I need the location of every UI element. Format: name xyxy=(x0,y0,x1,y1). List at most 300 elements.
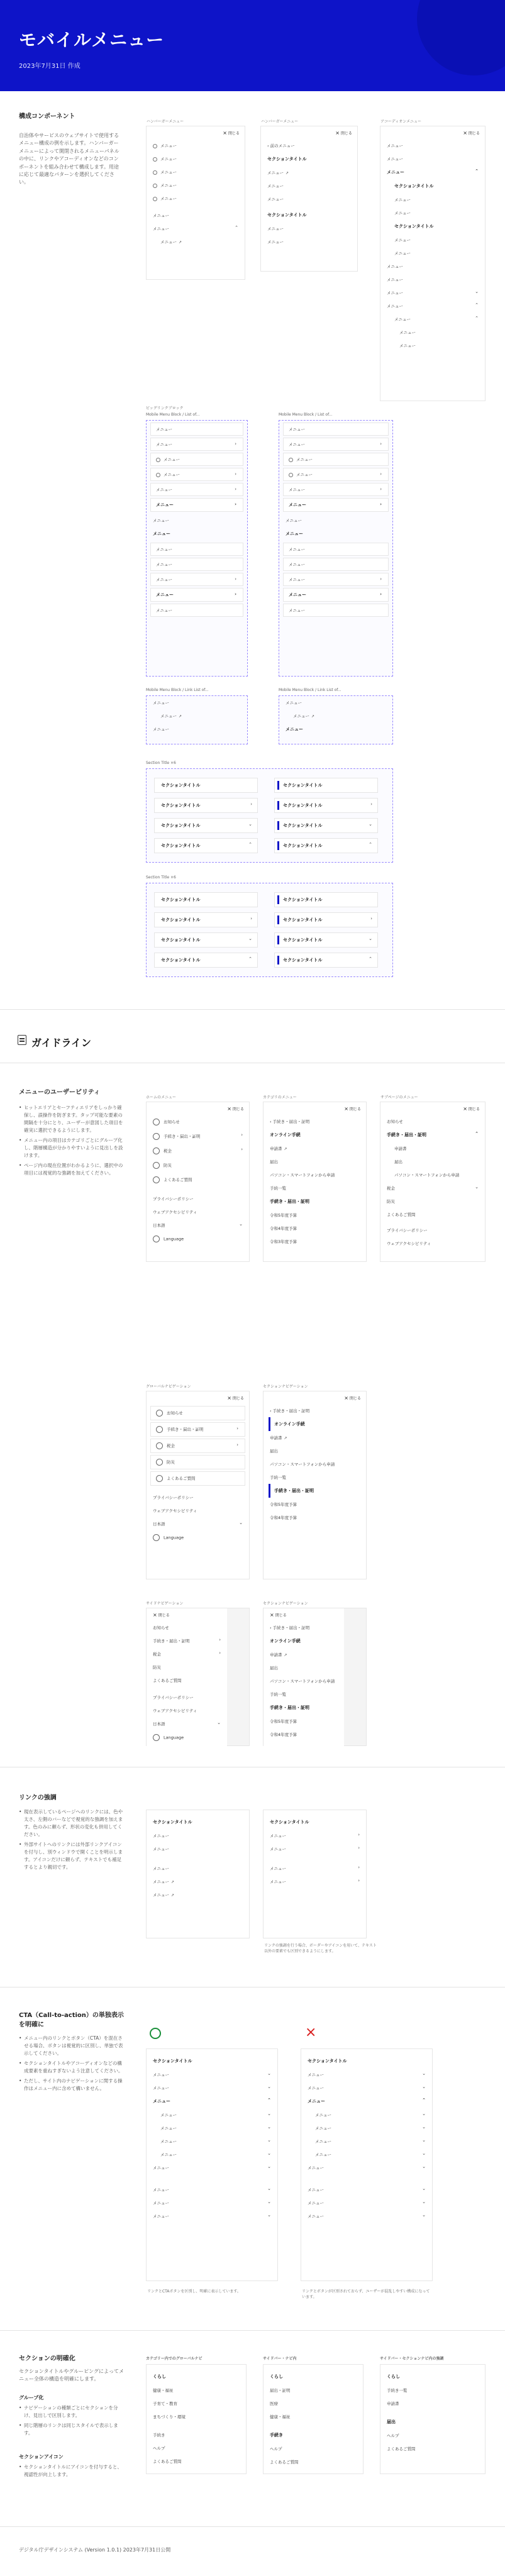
close-icon[interactable]: × xyxy=(344,1105,348,1112)
menu-item[interactable]: メニュー xyxy=(387,143,403,148)
menu-item[interactable]: メニュー xyxy=(286,518,302,523)
section-title-tile[interactable]: セクションタイトル › xyxy=(154,912,258,927)
chevron-right-icon: › xyxy=(219,1637,221,1642)
phone-frame xyxy=(146,2048,278,2281)
list-item: • ヒットエリアとセーフティエリアをしっかり確保し、誤操作を防ぎます。タップ可能な要素の間隔を十分にとり、ユーザーが意図した項目を確実に選択できるようにします。 xyxy=(19,1104,126,1134)
section-title-tile[interactable]: セクションタイトル › xyxy=(154,798,258,813)
menu-subitem[interactable]: メニュー ↗ xyxy=(293,714,315,719)
chevron-down-icon: ⌄ xyxy=(422,2071,426,2076)
close-icon[interactable]: × xyxy=(227,1395,231,1401)
menu-item[interactable]: 手続一覧 xyxy=(270,1186,286,1191)
accordion-item[interactable]: 手続き・届出・証明 ⌃ xyxy=(387,1131,479,1137)
menu-item[interactable]: 令和4年度予算 xyxy=(270,1226,297,1231)
back-link[interactable]: ‹ 手続き・届出・証明 xyxy=(270,1408,310,1413)
menu-subitem[interactable]: メニュー › xyxy=(283,468,389,481)
chevron-up-icon: ⌃ xyxy=(369,956,372,961)
menu-item[interactable]: メニュー xyxy=(153,700,169,705)
section-title: セクションタイトル xyxy=(153,1820,192,1825)
menu-item[interactable]: メニュー ⌄ xyxy=(387,289,479,296)
menu-item[interactable]: 手続一覧 xyxy=(270,1475,286,1480)
menu-item[interactable]: お知らせ xyxy=(147,1115,249,1129)
section-title-tile[interactable]: セクションタイトル xyxy=(154,778,258,793)
menu-item[interactable]: メニュー xyxy=(387,264,403,269)
phone-frame xyxy=(263,2364,363,2474)
menu-item[interactable]: 防災 xyxy=(147,1158,249,1173)
circle-icon xyxy=(156,458,160,462)
chevron-up-icon: ⌃ xyxy=(475,316,479,321)
menu-header xyxy=(380,1102,485,1115)
circle-icon xyxy=(289,458,293,462)
circle-icon xyxy=(153,144,157,148)
menu-item[interactable]: メニュー ⌄ xyxy=(308,2164,426,2170)
chevron-down-icon: ⌄ xyxy=(267,2186,271,2191)
chevron-down-icon: ⌄ xyxy=(422,2084,426,2089)
menu-item[interactable]: 手続き一覧 xyxy=(387,2388,408,2393)
menu-item[interactable]: 令和5年度予算 xyxy=(270,1719,297,1724)
back-link[interactable]: ‹ 手続き・届出・証明 xyxy=(270,1119,310,1124)
menu-block-dashed xyxy=(279,695,393,744)
menu-item[interactable]: パソコン・スマートフォンから申請 xyxy=(270,1462,335,1467)
section-title-tile[interactable]: セクションタイトル ⌃ xyxy=(274,838,378,853)
chevron-down-icon: ⌄ xyxy=(239,1222,243,1227)
menu-item[interactable]: メニュー ⌄ xyxy=(153,2199,271,2206)
menu-item[interactable]: ウェブアクセシビリティ xyxy=(153,1708,197,1713)
menu-item[interactable]: プライバシーポリシー xyxy=(153,1695,194,1700)
menu-subitem[interactable]: 届出 xyxy=(394,1159,402,1164)
section-title-tile[interactable]: セクションタイトル › xyxy=(274,798,378,813)
menu-item[interactable]: 日本語 ⌄ xyxy=(153,1720,221,1727)
menu-item[interactable]: 税金 › xyxy=(153,1650,221,1657)
cta-list xyxy=(19,2035,126,2095)
menu-item[interactable]: 届出・証明 xyxy=(270,2388,291,2393)
menu-item[interactable]: メニュー › xyxy=(150,483,243,496)
menu-item[interactable]: 届出 xyxy=(270,1159,278,1164)
menu-header xyxy=(264,1391,366,1404)
menu-subitem[interactable]: メニュー xyxy=(394,251,411,256)
menu-item[interactable]: メニュー › xyxy=(150,498,243,512)
menu-header xyxy=(261,126,357,139)
chevron-right-icon: › xyxy=(380,472,382,477)
menu-item[interactable]: メニュー xyxy=(150,604,243,617)
chevron-down-icon: ⌄ xyxy=(267,2164,271,2169)
close-icon[interactable]: × xyxy=(223,130,227,136)
back-link[interactable]: ‹ 前のメニュー xyxy=(267,143,295,148)
menu-item[interactable]: 令和3年度予算 xyxy=(270,1239,297,1244)
phone-frame xyxy=(380,126,486,401)
language-selector[interactable]: Language xyxy=(147,1530,249,1545)
caption: カテゴリのメニュー xyxy=(263,1095,297,1100)
menu-item[interactable]: メニュー ↗ xyxy=(153,1879,175,1884)
chevron-right-icon: › xyxy=(235,472,236,477)
chevron-right-icon: › xyxy=(235,441,236,446)
chevron-up-icon: ⌃ xyxy=(248,842,252,847)
chevron-down-icon: ⌄ xyxy=(422,2138,426,2143)
menu-item[interactable]: 手続き・届出・証明 › xyxy=(153,1637,221,1644)
menu-item[interactable]: ヘルプ xyxy=(387,2433,399,2438)
menu-subitem[interactable]: メニュー xyxy=(150,453,243,466)
phone-frame xyxy=(301,2048,433,2281)
close-icon[interactable]: × xyxy=(153,1611,157,1618)
section-title-tile[interactable]: セクションタイトル ⌃ xyxy=(274,953,378,968)
close-label[interactable]: 閉じる xyxy=(349,1107,361,1112)
external-link-icon: ↗ xyxy=(284,1147,287,1151)
section-title-tile[interactable]: セクションタイトル ⌄ xyxy=(154,818,258,833)
section-title: くらし xyxy=(270,2374,283,2379)
chevron-right-icon: › xyxy=(219,1650,221,1656)
menu-item[interactable]: メニュー xyxy=(267,184,284,189)
menu-item[interactable]: 令和5年度予算 xyxy=(270,1502,297,1507)
menu-item[interactable]: 手続一覧 xyxy=(270,1692,286,1697)
menu-item[interactable]: 手続き xyxy=(153,2433,165,2438)
menu-item[interactable]: メニュー xyxy=(153,1833,169,1838)
menu-item[interactable]: 税金 › xyxy=(150,1439,245,1453)
menu-item[interactable]: メニュー xyxy=(147,165,245,179)
menu-header xyxy=(147,1102,249,1115)
menu-item[interactable]: よくあるご質問 xyxy=(270,2460,299,2465)
menu-item[interactable]: メニュー ⌄ xyxy=(308,2186,426,2192)
chevron-right-icon: › xyxy=(380,441,382,446)
clarify-list xyxy=(19,2463,126,2481)
menu-item[interactable]: メニュー ⌃ xyxy=(153,225,238,231)
menu-item[interactable]: メニュー › xyxy=(283,588,389,602)
menu-item[interactable]: 届出 xyxy=(270,1666,278,1671)
section-title-tile[interactable]: セクションタイトル xyxy=(274,778,378,793)
menu-subitem[interactable]: メニュー xyxy=(283,558,389,571)
menu-item[interactable]: メニュー › xyxy=(283,438,389,451)
menu-subitem[interactable]: メニュー xyxy=(283,453,389,466)
menu-item[interactable]: メニュー xyxy=(286,727,303,732)
menu-subitem[interactable]: メニュー ⌄ xyxy=(160,2138,271,2144)
phone-frame xyxy=(380,2364,486,2474)
menu-item[interactable]: 健康・福祉 xyxy=(153,2388,174,2393)
chevron-right-icon: › xyxy=(358,1865,360,1870)
menu-item[interactable]: よくあるご質問 xyxy=(387,2446,416,2452)
list-item: • メニュー内の項目はカテゴリごとにグループ化し、階層構造が分かりやすいように見出しを設けます。 xyxy=(19,1137,126,1159)
menu-item[interactable]: よくあるご質問 xyxy=(387,1212,416,1217)
chevron-down-icon: ⌄ xyxy=(267,2213,271,2218)
clarify-list xyxy=(19,2404,126,2440)
menu-item[interactable]: メニュー xyxy=(283,423,389,436)
menu-item[interactable]: メニュー ⌄ xyxy=(153,2213,271,2219)
close-icon[interactable]: × xyxy=(344,1395,348,1401)
menu-item[interactable]: メニュー xyxy=(387,157,403,162)
section-text-structure: 自治体やサービスのウェブサイトで使用するメニュー構成の例を示します。ハンバーガーメニューによって開閉されるメニューパネルの中に、リンクやアコーディオンなどのコンポーネントを組み合わせて構成します。用途に応じて最適なパターンを選択してください。 xyxy=(19,133,119,185)
section-title-tile[interactable]: セクションタイトル xyxy=(274,892,378,907)
close-icon[interactable]: × xyxy=(463,130,467,136)
menu-item[interactable]: お知らせ xyxy=(387,1119,403,1124)
menu-item[interactable]: よくあるご質問 xyxy=(147,1173,249,1187)
menu-item[interactable]: 税金 ⌄ xyxy=(387,1185,479,1191)
menu-subitem[interactable]: メニュー ⌄ xyxy=(315,2111,426,2118)
chevron-down-icon: ⌄ xyxy=(422,2151,426,2156)
close-label[interactable]: 閉じる xyxy=(340,131,352,136)
menu-item[interactable]: 届出 xyxy=(270,1449,278,1454)
caption: リンクとボタンが区別されておらず、ユーザーが混乱しやすい構成になっています。 xyxy=(302,2289,430,2299)
chevron-up-icon: ⌃ xyxy=(475,302,479,307)
section-title: セクションタイトル xyxy=(394,184,434,189)
menu-subitem[interactable]: メニュー ⌄ xyxy=(315,2125,426,2131)
menu-item[interactable]: 健康・福祉 xyxy=(270,2414,291,2419)
phone-frame xyxy=(263,1608,367,1746)
close-icon[interactable]: × xyxy=(270,1611,274,1618)
menu-subitem[interactable]: メニュー ⌄ xyxy=(160,2111,271,2118)
page-title: モバイルメニュー xyxy=(19,30,165,50)
close-label[interactable]: 閉じる xyxy=(468,131,480,136)
menu-subitem[interactable]: メニュー xyxy=(394,238,411,243)
chevron-right-icon: › xyxy=(250,802,252,807)
menu-item[interactable]: メニュー › xyxy=(150,588,243,602)
caption: セクションナビゲーション xyxy=(263,1385,308,1389)
menu-item[interactable]: メニュー xyxy=(153,1866,169,1871)
menu-item[interactable]: メニュー ⌄ xyxy=(153,2164,271,2170)
menu-item[interactable]: メニュー xyxy=(147,139,245,152)
menu-item[interactable]: ヘルプ xyxy=(153,2446,165,2451)
chevron-right-icon: › xyxy=(370,802,372,807)
language-selector[interactable]: Language xyxy=(147,1730,227,1745)
close-label[interactable]: 閉じる xyxy=(228,131,240,136)
menu-subitem[interactable]: メニュー ⌄ xyxy=(160,2151,271,2157)
chevron-up-icon: ⌃ xyxy=(248,956,252,961)
close-label[interactable]: 閉じる xyxy=(232,1107,244,1112)
menu-item[interactable]: ウェブアクセシビリティ xyxy=(153,1508,197,1513)
menu-item[interactable]: パソコン・スマートフォンから申請 xyxy=(270,1679,335,1684)
section-title: くらし xyxy=(153,2374,166,2379)
menu-item[interactable]: 申請書 ↗ xyxy=(270,1652,287,1657)
menu-item[interactable]: メニュー xyxy=(147,179,245,192)
menu-item[interactable]: メニュー xyxy=(153,213,169,218)
back-link[interactable]: ‹ 手続き・届出・証明 xyxy=(270,1625,310,1630)
section-title-tile[interactable]: セクションタイトル ⌃ xyxy=(154,953,258,968)
menu-item[interactable]: よくあるご質問 xyxy=(153,1678,182,1683)
menu-item[interactable]: メニュー xyxy=(153,531,170,536)
menu-subitem[interactable]: メニュー ⌄ xyxy=(160,2125,271,2131)
menu-item[interactable]: 医療 xyxy=(270,2401,278,2406)
section-title-tile[interactable]: セクションタイトル xyxy=(154,892,258,907)
section-title: 手続き・届出・証明 xyxy=(269,1484,366,1498)
accordion-item[interactable]: メニュー ⌃ xyxy=(153,2098,271,2104)
close-label[interactable]: 閉じる xyxy=(232,1396,244,1401)
menu-item[interactable]: プライバシーポリシー xyxy=(153,1197,194,1202)
caption: セクションナビゲーション xyxy=(263,1601,308,1606)
menu-item[interactable]: メニュー xyxy=(283,543,389,556)
chevron-down-icon: ⌄ xyxy=(267,2199,271,2204)
accordion-item[interactable]: メニュー ⌃ xyxy=(387,169,479,175)
menu-item[interactable]: メニュー › xyxy=(150,438,243,451)
menu-item[interactable]: メニュー ⌄ xyxy=(153,2071,271,2077)
section-title: セクションタイトル xyxy=(267,213,307,218)
chevron-right-icon: › xyxy=(241,1132,243,1137)
chevron-down-icon: ⌄ xyxy=(267,2151,271,2156)
menu-item[interactable]: 防災 xyxy=(387,1199,395,1204)
list-item: • セクションタイトルにアイコンを付与すると、視認性が向上します。 xyxy=(19,2463,126,2479)
section-title: くらし xyxy=(387,2374,400,2379)
subheading: セクションアイコン xyxy=(19,2454,64,2460)
menu-item[interactable]: メニュー ↗ xyxy=(267,170,289,175)
external-link-icon: ↗ xyxy=(179,240,182,245)
caption: サイドバー・セクションナビ内の強調 xyxy=(380,2357,444,2361)
menu-item[interactable]: メニュー ↗ xyxy=(153,1893,175,1898)
menu-item[interactable]: 防災 xyxy=(153,1665,161,1670)
menu-subitem[interactable]: 申請書 xyxy=(394,1146,407,1151)
close-icon[interactable]: × xyxy=(335,130,340,136)
section-title-tile[interactable]: セクションタイトル ⌃ xyxy=(154,838,258,853)
phone-frame xyxy=(146,2364,247,2474)
circle-icon xyxy=(153,184,157,188)
menu-item[interactable]: メニュー ⌄ xyxy=(153,2186,271,2192)
menu-item[interactable]: お知らせ xyxy=(150,1406,245,1420)
menu-item[interactable]: プライバシーポリシー xyxy=(387,1228,428,1233)
menu-item[interactable]: メニュー xyxy=(267,197,284,202)
menu-item[interactable]: 申請書 xyxy=(387,2401,399,2406)
menu-item[interactable]: ヘルプ xyxy=(270,2446,282,2452)
close-label[interactable]: 閉じる xyxy=(468,1107,480,1112)
section-title-tile[interactable]: セクションタイトル › xyxy=(274,912,378,927)
section-title-cta: CTA（Call-to-action）の単独表示を明確に xyxy=(19,2012,124,2028)
menu-item[interactable]: メニュー › xyxy=(270,1878,360,1884)
menu-item[interactable]: 申請書 ↗ xyxy=(270,1435,287,1440)
menu-item[interactable]: まちづくり・環境 xyxy=(153,2414,186,2419)
menu-item[interactable]: メニュー ⌃ xyxy=(387,302,479,309)
menu-item[interactable]: メニュー xyxy=(153,1847,169,1852)
menu-item[interactable]: 税金 › xyxy=(147,1144,249,1158)
close-icon[interactable]: × xyxy=(227,1105,231,1112)
chevron-down-icon: ⌄ xyxy=(422,2213,426,2218)
menu-subitem[interactable]: メニュー xyxy=(394,197,411,202)
menu-item[interactable]: メニュー › xyxy=(150,573,243,586)
link-emphasis-list xyxy=(19,1808,126,1874)
menu-item[interactable]: メニュー xyxy=(286,700,302,705)
menu-subitem[interactable]: パソコン・スマートフォンから申請 xyxy=(394,1173,460,1178)
circle-icon xyxy=(289,473,293,477)
guideline-heading: ガイドライン xyxy=(31,1037,92,1049)
menu-item[interactable]: メニュー xyxy=(147,152,245,165)
menu-subitem[interactable]: メニュー xyxy=(399,343,416,348)
chevron-down-icon: ⌄ xyxy=(422,2125,426,2130)
menu-panel xyxy=(264,1608,344,1747)
menu-item[interactable]: メニュー ⌄ xyxy=(308,2071,426,2077)
close-icon[interactable]: × xyxy=(463,1105,467,1112)
menu-item[interactable]: 令和4年度予算 xyxy=(270,1732,297,1737)
list-item: • 外部サイトへのリンクには外部リンクアイコンを付与し、別ウィンドウで開くことを明示します。アイコンだけに頼らず、テキストでも補足するとより親切です。 xyxy=(19,1841,126,1871)
menu-item[interactable]: 日本語 ⌄ xyxy=(153,1520,243,1527)
menu-subitem[interactable]: メニュー ⌄ xyxy=(315,2138,426,2144)
menu-item[interactable]: メニュー › xyxy=(283,573,389,586)
menu-item[interactable]: メニュー › xyxy=(270,1832,360,1838)
caption: Mobile Menu Block / Link List of... xyxy=(279,688,341,692)
chevron-down-icon: ⌄ xyxy=(217,1720,221,1725)
chevron-up-icon: ⌃ xyxy=(475,169,479,174)
menu-item[interactable]: 子育て・教育 xyxy=(153,2401,177,2406)
menu-item[interactable]: メニュー xyxy=(150,543,243,556)
subheading: グループ化 xyxy=(19,2395,44,2401)
circle-icon xyxy=(153,170,157,175)
menu-item[interactable]: メニュー xyxy=(283,604,389,617)
language-selector[interactable]: Language xyxy=(147,1232,249,1246)
list-item: • ただし、サイト内のナビゲーションに関する操作はメニュー内に含めて構いません。 xyxy=(19,2077,126,2092)
section-title-grid xyxy=(146,883,393,977)
list-item: • ページ内の現在位置がわかるように、選択中の項目には視覚的な強調を加えてください。 xyxy=(19,1162,126,1177)
menu-subitem[interactable]: メニュー ⌃ xyxy=(394,316,479,322)
menu-item[interactable]: 令和4年度予算 xyxy=(270,1515,297,1520)
accordion-item[interactable]: メニュー ⌃ xyxy=(308,2098,426,2104)
menu-item[interactable]: メニュー ⌄ xyxy=(308,2199,426,2206)
menu-block-dashed xyxy=(146,695,248,744)
circle-icon xyxy=(153,197,157,201)
section-title-clarify: セクションの明確化 xyxy=(19,2355,75,2362)
menu-block-dashed xyxy=(279,420,393,677)
section-title-tile[interactable]: セクションタイトル ⌄ xyxy=(274,818,378,833)
chevron-right-icon: › xyxy=(358,1878,360,1883)
menu-subitem[interactable]: メニュー ↗ xyxy=(160,714,182,719)
menu-item[interactable]: メニュー xyxy=(147,192,245,205)
menu-item[interactable]: ウェブアクセシビリティ xyxy=(153,1210,197,1215)
section-title-tile[interactable]: セクションタイトル ⌄ xyxy=(274,932,378,948)
menu-item[interactable]: メニュー ⌄ xyxy=(308,2213,426,2219)
menu-item[interactable]: メニュー xyxy=(267,226,284,231)
close-label[interactable]: 閉じる xyxy=(349,1396,361,1401)
menu-header xyxy=(147,1391,249,1404)
section-title: セクションタイトル xyxy=(308,2059,347,2064)
menu-item[interactable]: メニュー xyxy=(153,727,169,732)
chevron-right-icon: › xyxy=(370,916,372,921)
menu-item[interactable]: メニュー ⌄ xyxy=(153,2084,271,2091)
menu-subitem[interactable]: メニュー ↗ xyxy=(160,240,182,245)
chevron-up-icon: ⌃ xyxy=(475,1131,479,1136)
menu-item[interactable]: お知らせ xyxy=(153,1625,169,1630)
menu-subitem[interactable]: メニュー › xyxy=(150,468,243,481)
chevron-right-icon: › xyxy=(358,1832,360,1837)
menu-item[interactable]: メニュー › xyxy=(270,1865,360,1871)
menu-item[interactable]: 手続き・届出・証明 › xyxy=(150,1422,245,1437)
menu-item[interactable]: メニュー › xyxy=(283,498,389,512)
chevron-right-icon: › xyxy=(236,1426,238,1431)
menu-subitem[interactable]: メニュー ⌄ xyxy=(315,2151,426,2157)
chevron-up-icon: ⌃ xyxy=(422,2098,426,2103)
menu-item[interactable]: メニュー xyxy=(150,423,243,436)
menu-item[interactable]: メニュー › xyxy=(283,483,389,496)
menu-item[interactable]: 日本語 ⌄ xyxy=(153,1222,243,1228)
menu-item[interactable]: メニュー › xyxy=(270,1845,360,1852)
chevron-down-icon: ⌄ xyxy=(267,2138,271,2143)
menu-item[interactable]: よくあるご質問 xyxy=(153,2459,182,2464)
menu-item[interactable]: 手続き・届出・証明 › xyxy=(147,1129,249,1144)
menu-item[interactable]: メニュー xyxy=(387,277,403,282)
menu-item[interactable]: 令和5年度予算 xyxy=(270,1213,297,1218)
menu-item[interactable]: 防災 xyxy=(150,1455,245,1469)
menu-item[interactable]: メニュー xyxy=(267,240,284,245)
close-label[interactable]: 閉じる xyxy=(158,1613,170,1618)
chevron-down-icon: ⌄ xyxy=(267,2071,271,2076)
menu-subitem[interactable]: メニュー xyxy=(150,558,243,571)
menu-item[interactable]: パソコン・スマートフォンから申請 xyxy=(270,1173,335,1178)
menu-item[interactable]: メニュー xyxy=(286,531,303,536)
menu-item[interactable]: よくあるご質問 xyxy=(150,1471,245,1486)
section-title-tile[interactable]: セクションタイトル ⌄ xyxy=(154,932,258,948)
menu-item[interactable]: ウェブアクセシビリティ xyxy=(387,1241,431,1246)
menu-item[interactable]: 申請書 ↗ xyxy=(270,1146,287,1151)
close-label[interactable]: 閉じる xyxy=(275,1613,287,1618)
chevron-down-icon: ⌄ xyxy=(239,1520,243,1525)
menu-subitem[interactable]: メニュー xyxy=(399,330,416,335)
section-title-usability: メニューのユーザービリティ xyxy=(19,1089,100,1096)
caption: リンクの強調を行う場合、ボーダーやアイコンを用いて、テキスト以外の要素でも区別できるようにします。 xyxy=(264,1943,377,1954)
menu-item[interactable]: メニュー ⌄ xyxy=(308,2084,426,2091)
menu-subitem[interactable]: メニュー xyxy=(394,211,411,216)
phone-frame xyxy=(146,1608,250,1746)
menu-item[interactable]: プライバシーポリシー xyxy=(153,1495,194,1500)
menu-item[interactable]: メニュー xyxy=(153,518,169,523)
chevron-right-icon: › xyxy=(380,502,382,507)
